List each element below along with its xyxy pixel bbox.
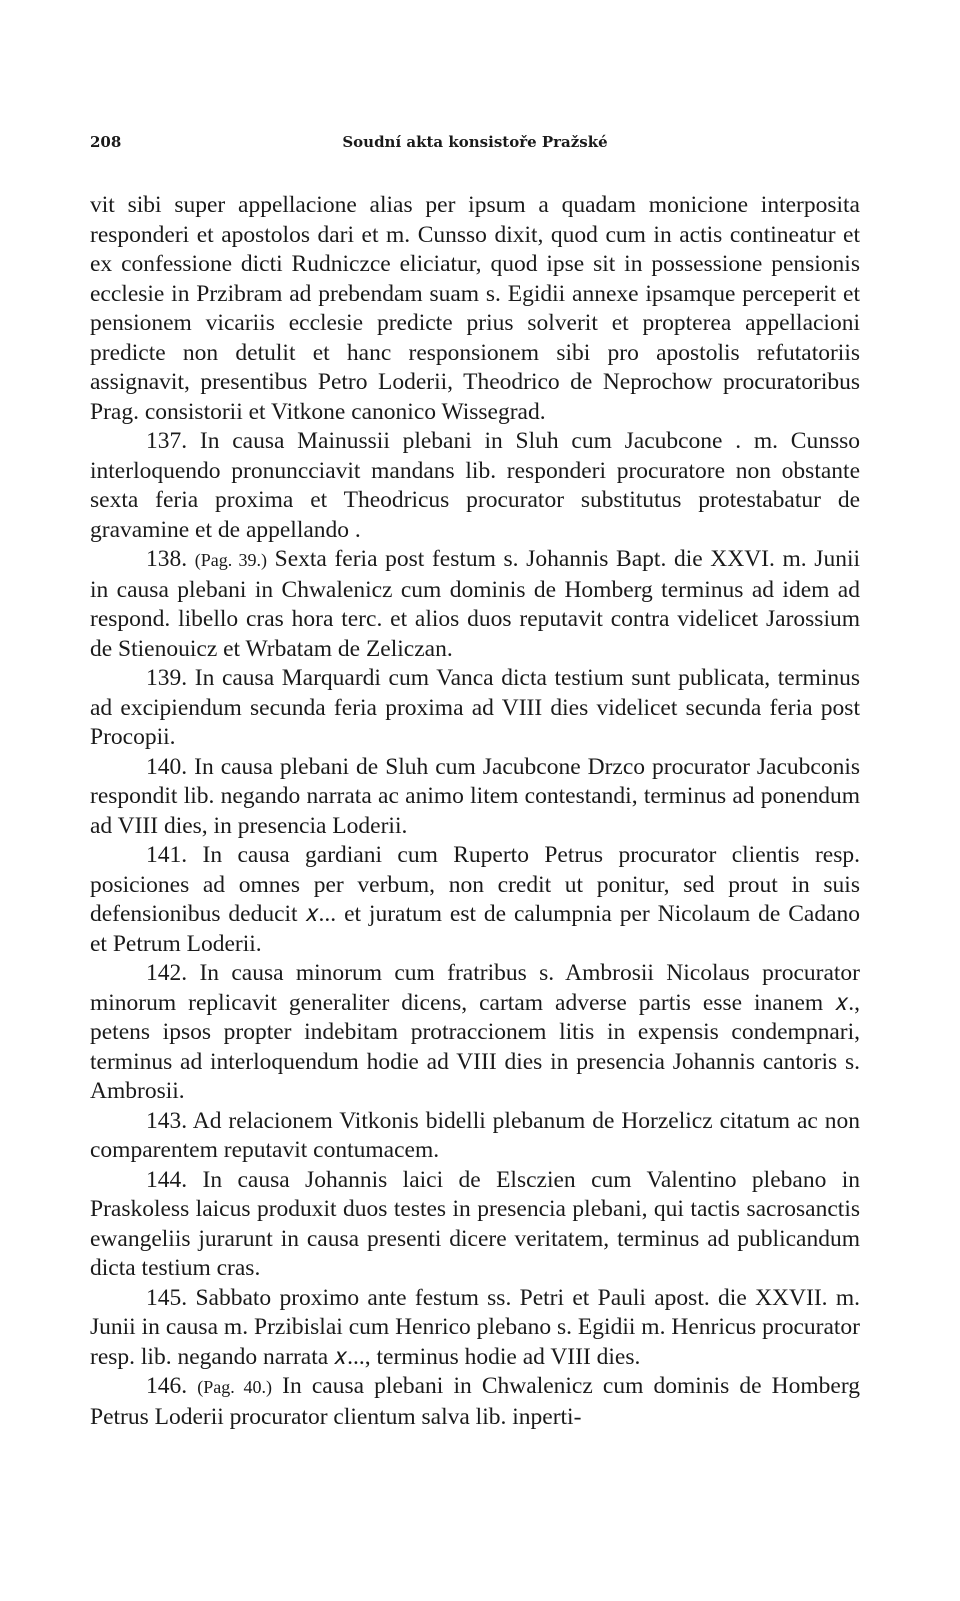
page-reference: (Pag. 40.) xyxy=(197,1377,273,1397)
entry-144: 144. In causa Johannis laici de Elsczien cum Valentino plebano in Praskoless laicus produxit duos testes in presencia plebani, qui tactis sacrosanctis ewangeliis jurarunt in causa presenti dicere veritatem, terminus ad publicandum dicta testium cras. xyxy=(90,1166,860,1281)
entry-141: 141. In causa gardiani cum Ruperto Petrus procurator clientis resp. posiciones ad omnes per verbum, non credit ut ponitur, sed prout in suis defensionibus deducit 𝑥... et juratum est de calumpnia per Nicolaum de Cadano et Petrum Loderii. xyxy=(90,842,860,957)
entry-number: 138. xyxy=(146,546,195,572)
paragraph-continuation: vit sibi super appellacione alias per ipsum a quadam monicione interposita responderi et apostolos dari et m. Cunsso dixit, quod cum in actis contineatur et ex confessione dicti Rudniczce eliciatur, quod ipse sit in possessione pensionis ecclesie in Przibram ad prebendam suam s. Egidii annexe ipsamque perceperit et pensionem vicariis ecclesie predicte prius solverit et propterea appellacioni predicte non detulit et hanc responsionem sibi pro apostolis refutatoriis assignavit, presentibus Petro Loderii, Theodrico de Neprochow procuratoribus Prag. consistorii et Vitkone canonico Wissegrad. xyxy=(90,192,860,425)
page-header xyxy=(90,133,860,157)
entry-140: 140. In causa plebani de Sluh cum Jacubcone Drzco procurator Jacubconis respondit lib. negando narrata ac animo litem contestandi, terminus ad ponendum ad VIII dies, in presencia Loderii. xyxy=(90,753,860,839)
entry-text: In causa plebani in Chwalenicz cum dominis de Homberg Petrus Loderii procurator clientum salva lib. inperti- xyxy=(90,1373,861,1430)
page-number: 208 xyxy=(90,133,122,151)
entry-145: 145. Sabbato proximo ante festum ss. Petri et Pauli apost. die XXVII. m. Junii in causa m. Przibislai cum Henrico plebano s. Egidii m. Henricus procurator resp. lib. negando narrata 𝑥..., terminus hodie ad VIII dies. xyxy=(90,1284,860,1370)
page-reference: (Pag. 39.) xyxy=(194,550,268,570)
entry-138 xyxy=(90,545,860,664)
running-title: Soudní akta konsistoře Pražské xyxy=(342,133,608,151)
text-column xyxy=(90,191,860,1432)
entry-142: 142. In causa minorum cum fratribus s. Ambrosii Nicolaus procurator minorum replicavit generaliter dicens, cartam adverse partis esse inanem 𝑥., petens ipsos propter indebitam protraccionem litis in expensis condempnari, terminus ad interloquendum hodie ad VIII dies in presencia Johannis cantoris s. Ambrosii. xyxy=(90,960,860,1104)
entry-143: 143. Ad relacionem Vitkonis bidelli plebanum de Horzelicz citatum ac non comparentem reputavit contumacem. xyxy=(90,1107,860,1163)
entry-137: 137. In causa Mainussii plebani in Sluh cum Jacubcone . m. Cunsso interloquendo pronuncciavit mandans lib. responderi procuratore non obstante sexta feria proxima et Theodricus procurator substitutus protestabatur de gravamine et de appellando . xyxy=(90,428,860,543)
entry-146 xyxy=(90,1372,860,1432)
entry-text: Sexta feria post festum s. Johannis Bapt. die XXVI. m. Junii in causa plebani in Chwalenicz cum dominis de Homberg terminus ad idem ad respond. libello cras hora terc. et alios duos reputavit contra videlicet Jarossium de Stienouicz et Wrbatam de Zeliczan. xyxy=(90,546,860,662)
entry-number: 146. xyxy=(146,1373,198,1399)
entry-139: 139. In causa Marquardi cum Vanca dicta testium sunt publicata, terminus ad excipiendum secunda feria proxima ad VIII dies videlicet secunda feria post Procopii. xyxy=(90,665,860,750)
